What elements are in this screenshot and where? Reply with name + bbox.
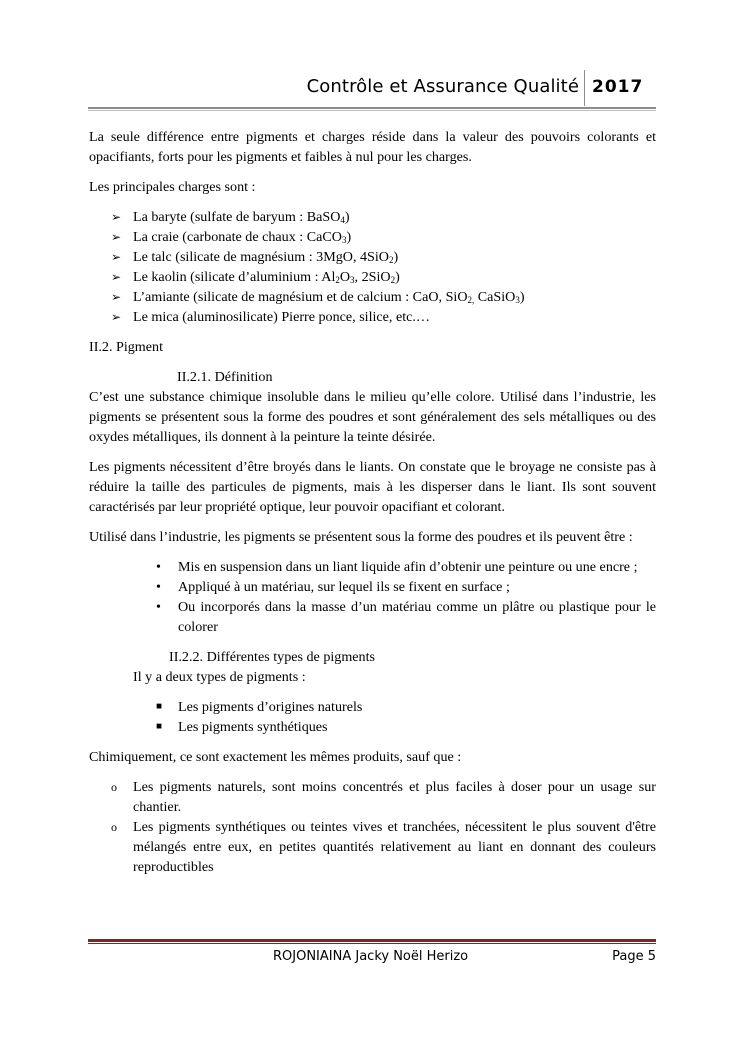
intro-paragraph: La seule différence entre pigments et charges réside dans la valeur des pouvoirs colorants et opacifiants, forts pour les pigments et faibles à nul pour les charges.	[89, 129, 656, 165]
header-separator	[584, 70, 585, 106]
charges-intro: Les principales charges sont :	[89, 179, 256, 195]
footer-author: ROJONIAINA Jacky Noël Herizo	[273, 949, 469, 964]
section-heading-pigment: II.2. Pigment	[89, 339, 163, 355]
list-item: ■ Les pigments synthétiques	[156, 719, 328, 735]
arrow-bullet-icon: ➢	[111, 210, 122, 224]
usage-list	[89, 557, 656, 637]
arrow-bullet-icon: ➢	[111, 310, 122, 324]
square-bullet-icon: ■	[156, 721, 163, 732]
list-item: • Appliqué à un matériau, sur lequel ils se fixent en surface ;	[156, 579, 510, 595]
footer-rule-thin	[88, 943, 656, 944]
square-bullet-icon: ■	[156, 701, 163, 712]
header-year: 2017	[592, 77, 644, 97]
usage-intro: Utilisé dans l’industrie, les pigments se présentent sous la forme des poudres et ils peuvent être :	[89, 529, 633, 545]
bullet-icon: •	[156, 599, 161, 615]
broyage-paragraph: Les pigments nécessitent d’être broyés dans le liants. On constate que le broyage ne consiste pas à réduire la taille des particules de pigments, mais à les disperser dans le liant. Ils sont souvent caractérisés par leur propriété optique, leur pouvoir opacifiant et colorant.	[89, 459, 656, 515]
list-item: o Les pigments synthétiques ou teintes vives et tranchées, nécessitent le plus souvent d'être mélangés entre eux, en petites quantités relativement au liant en donnant des couleurs reproductibles	[111, 819, 656, 875]
list-item: ➢ Le talc (silicate de magnésium : 3MgO, 4SiO$_2$)	[111, 249, 399, 265]
subsection-heading-definition: II.2.1. Définition	[177, 369, 273, 385]
list-item: o Les pigments naturels, sont moins concentrés et plus faciles à doser pour un usage sur chantier.	[111, 779, 656, 815]
header-title: Contrôle et Assurance Qualité	[306, 76, 579, 97]
arrow-bullet-icon: ➢	[111, 250, 122, 264]
list-item: ➢ Le kaolin (silicate d’aluminium : $Al_2O_3$, 2SiO$_2$)	[111, 269, 400, 285]
circle-bullet-icon: o	[111, 820, 117, 834]
types-intro: Il y a deux types de pigments :	[133, 669, 306, 685]
list-item: ➢ L’amiante (silicate de magnésium et de calcium : CaO, SiO$_{2,}$ CaSiO$_3$)	[111, 289, 525, 305]
charges-list	[89, 207, 656, 327]
header-rule-thin	[88, 110, 656, 111]
list-item: • Ou incorporés dans la masse d’un matériau comme un plâtre ou plastique pour le colorer	[156, 599, 656, 635]
list-item: ➢ Le mica (aluminosilicate) Pierre ponce, silice, etc.…	[111, 309, 431, 325]
list-item: ■ Les pigments d’origines naturels	[156, 699, 363, 715]
list-item: • Mis en suspension dans un liant liquide afin d’obtenir une peinture ou une encre ;	[156, 559, 638, 575]
differences-list	[89, 777, 656, 877]
bullet-icon: •	[156, 579, 161, 595]
chimie-intro: Chimiquement, ce sont exactement les mêmes produits, sauf que :	[89, 749, 462, 765]
arrow-bullet-icon: ➢	[111, 290, 122, 304]
circle-bullet-icon: o	[111, 780, 117, 794]
arrow-bullet-icon: ➢	[111, 230, 122, 244]
types-list	[89, 697, 656, 737]
page-number: Page 5	[612, 949, 656, 964]
list-item: ➢ La baryte (sulfate de baryum : BaSO$_4$)	[111, 209, 350, 225]
header-rule	[88, 107, 656, 109]
page-content	[89, 127, 656, 877]
list-item: ➢ La craie (carbonate de chaux : CaCO$_3$)	[111, 229, 352, 245]
arrow-bullet-icon: ➢	[111, 270, 122, 284]
definition-paragraph: C’est une substance chimique insoluble dans le milieu qu’elle colore. Utilisé dans l’industrie, les pigments se présentent sous la forme des poudres et sont généralement des sels métalliques ou des oxydes métalliques, ils donnent à la peinture la teinte désirée.	[89, 389, 656, 445]
subsection-heading-types: II.2.2. Différentes types de pigments	[169, 649, 376, 665]
footer-rule	[88, 939, 656, 942]
bullet-icon: •	[156, 559, 161, 575]
